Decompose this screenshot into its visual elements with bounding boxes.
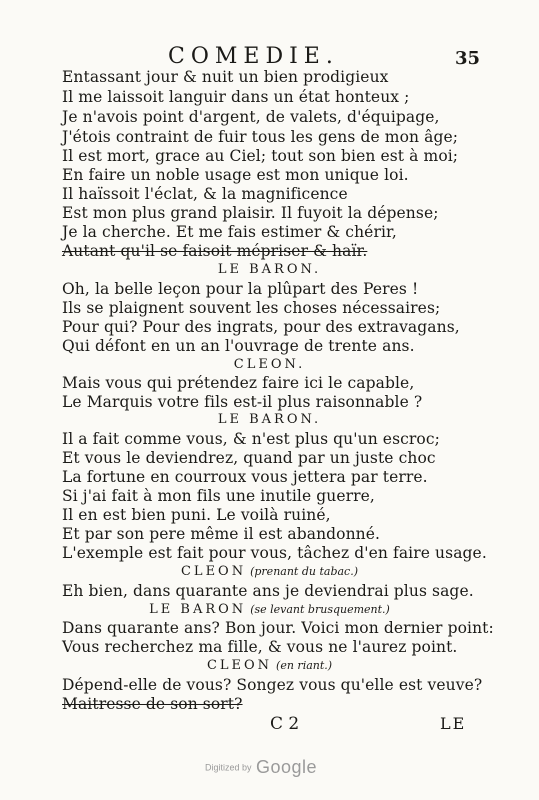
page-header [0,44,539,70]
verse-line: Dans quarante ans? Bon jour. Voici mon dernier point: [62,619,494,637]
verse-line: Le Marquis votre fils est-il plus raisonnable ? [62,393,423,411]
speaker-heading [0,564,539,580]
stage-direction: (en riant.) [276,659,333,672]
speaker-name: LE BARON. [217,262,322,277]
stage-direction: (se levant brusquement.) [250,603,390,616]
verse-line: Mais vous qui prétendez faire ici le capable, [62,374,415,392]
running-title: COMEDIE. [168,44,339,69]
verse-line: Et par son pere même il est abandonné. [62,525,381,543]
google-logo: Google [255,757,318,777]
verse-line: L'exemple est fait pour vous, tâchez d'en faire usage. [62,544,487,562]
digitization-watermark [205,757,317,778]
catchword: LE [440,714,467,733]
speaker-heading [0,658,539,674]
verse-line: Est mon plus grand plaisir. Il fuyoit la dépense; [62,204,439,222]
verse-line: Eh bien, dans quarante ans je deviendrai plus sage. [62,582,474,600]
verse-line: En faire un noble usage est mon unique loi. [62,166,409,184]
verse-line: Qui défont en un an l'ouvrage de trente ans. [62,337,415,355]
verse-line: Entassant jour & nuit un bien prodigieux [62,68,389,86]
speaker-name: LE BARON. [217,412,322,427]
verse-line: Il me laissoit languir dans un état honteux ; [62,88,410,106]
verse-line: Il est mort, grace au Ciel; tout son bien est à moi; [62,147,459,165]
verse-line: La fortune en courroux vous jettera par terre. [62,468,428,486]
verse-line: Si j'ai fait à mon fils une inutile guerre, [62,487,375,505]
verse-line: Je la cherche. Et me fais estimer & chérir, [62,223,397,241]
speaker-name: CLEON [180,564,247,579]
digitized-by-label: Digitized by [205,762,252,773]
verse-line: Dépend-elle de vous? Songez vous qu'elle est veuve? [62,676,483,694]
verse-line: Et vous le deviendrez, quand par un juste choc [62,449,436,467]
speaker-heading [0,412,539,428]
verse-line: Il a fait comme vous, & n'est plus qu'un escroc; [62,430,440,448]
speaker-name: LE BARON [149,602,247,617]
verse-line: Pour qui? Pour des ingrats, pour des extravagans, [62,318,460,336]
verse-line: Il haïssoit l'éclat, & la magnificence [62,185,348,203]
speaker-heading [0,357,539,373]
stage-direction: (prenant du tabac.) [250,565,358,578]
verse-line: Ils se plaignent souvent les choses nécessaires; [62,299,441,317]
speaker-heading [0,602,539,618]
speaker-name: CLEON [206,658,273,673]
verse-line: Autant qu'il se faisoit mépriser & haïr. [62,242,368,260]
speaker-heading [0,262,539,278]
verse-line: Vous recherchez ma fille, & vous ne l'aurez point. [62,638,458,656]
verse-line: Oh, la belle leçon pour la plûpart des Peres ! [62,280,419,298]
verse-line: J'étois contraint de fuir tous les gens de mon âge; [62,128,459,146]
signature-mark: C 2 [270,714,300,734]
page-number: 35 [455,48,481,69]
verse-line: Maitresse de son sort? [62,695,243,713]
verse-line: Il en est bien puni. Le voilà ruiné, [62,506,331,524]
verse-line: Je n'avois point d'argent, de valets, d'équipage, [62,108,440,126]
speaker-name: CLEON. [233,357,306,372]
